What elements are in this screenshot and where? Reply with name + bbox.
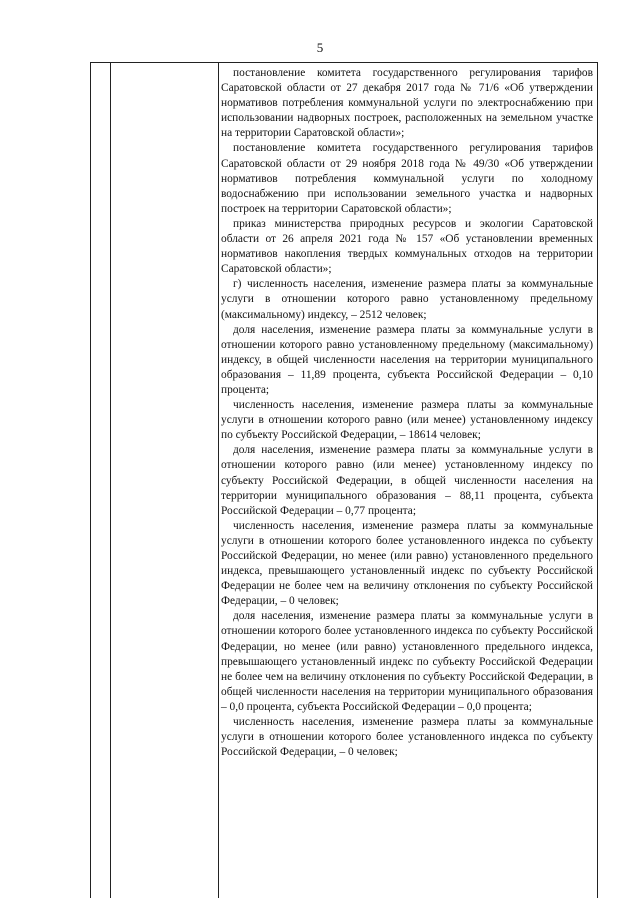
paragraph: постановление комитета государственного регулирования тарифов Саратовской области от 27 декабря 2017 года № 71/6 «Об утверждении нормативов потребления коммунальной услуги по электроснабжению при использовании надворных построек, расположенных на земельном участке на территории Саратовской области»; bbox=[221, 67, 593, 140]
table-text-cell bbox=[221, 66, 593, 760]
paragraph: численность населения, изменение размера платы за коммунальные услуги в отношении которого более установленного индекса по субъекту Российской Федерации, но менее (или равно) установленного предельного индекса, превышающего установленный индекс по субъекту Российской Федерации не более чем на величину отклонения по субъекту Российской Федерации, – 0 человек; bbox=[221, 519, 593, 608]
table-column-divider bbox=[110, 63, 111, 898]
page-number: 5 bbox=[316, 40, 324, 55]
paragraph: доля населения, изменение размера платы за коммунальные услуги в отношении которого равно установленному предельному (максимальному) индексу, в общей численности населения на территории муниципального образования – 11,89 процента, субъекта Российской Федерации – 0,10 процента; bbox=[221, 323, 593, 396]
paragraph: доля населения, изменение размера платы за коммунальные услуги в отношении которого более установленного индекса по субъекту Российской Федерации, но менее (или равно) установленного предельного индекса, превышающего установленный индекс по субъекту Российской Федерации не более чем на величину отклонения по субъекту Российской Федерации, в общей численности населения на территории муниципального образования – 0,0 процента, субъекта Российской Федерации – 0,0 процента; bbox=[221, 610, 593, 713]
paragraph: численность населения, изменение размера платы за коммунальные услуги в отношении которого равно (или менее) установленному индексу по субъекту Российской Федерации, – 18614 человек; bbox=[221, 399, 593, 442]
paragraph: г) численность населения, изменение размера платы за коммунальные услуги в отношении которого равно установленному предельному (максимальному) индексу, – 2512 человек; bbox=[221, 278, 593, 321]
paragraph: постановление комитета государственного регулирования тарифов Саратовской области от 29 ноября 2018 года № 49/30 «Об утверждении нормативов потребления коммунальной услуги по холодному водоснабжению при использовании земельного участка и надворных построек на территории Саратовской области»; bbox=[221, 142, 593, 215]
table-column-divider bbox=[218, 63, 219, 898]
paragraph: приказ министерства природных ресурсов и экологии Саратовской области от 26 апреля 2021 года № 157 «Об установлении временных нормативов накопления твердых коммунальных отходов на территории Саратовской области»; bbox=[221, 217, 593, 276]
document-table bbox=[90, 62, 598, 898]
paragraph: численность населения, изменение размера платы за коммунальные услуги в отношении которого более установленного индекса по субъекту Российской Федерации, – 0 человек; bbox=[221, 716, 593, 759]
paragraph: доля населения, изменение размера платы за коммунальные услуги в отношении которого равно (или менее) установленному индексу по субъекту Российской Федерации, в общей численности населения на территории муниципального образования – 88,11 процента, субъекта Российской Федерации – 0,77 процента; bbox=[221, 444, 593, 517]
